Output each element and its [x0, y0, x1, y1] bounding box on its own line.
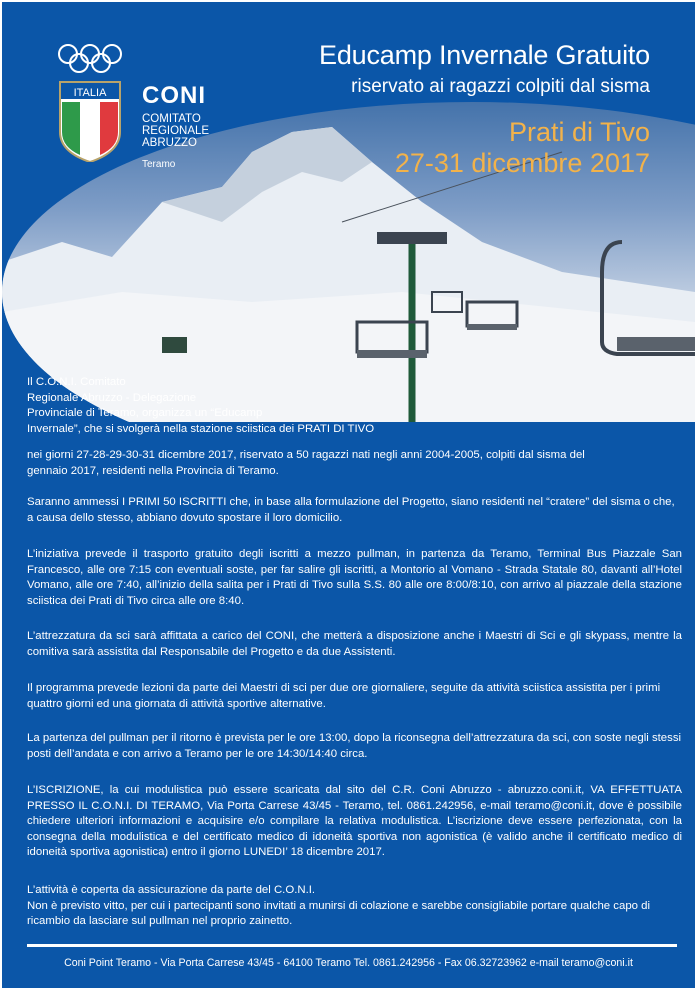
paragraph-transport: L’iniziativa prevede il trasporto gratuito degli iscritti a mezzo pullman, in partenza da Teramo, Terminal Bus Piazzale San Francesco, alle ore 7:15 con eventuali soste, per far salire gli iscritti, a Montorio al Vomano - Strada Statale 80, davanti all’Hotel Vomano, alle ore 7:40, all’inizio della salita per i Prati di Tivo sulla S.S. 80 alle ore 8:00/8:10, con arrivo al piazzale della stazione sciistica dei Prati di Tivo circa alle ore 8:40.: [27, 548, 682, 607]
paragraph-registration: L’ISCRIZIONE, la cui modulistica può essere scaricata dal sito del C.R. Coni Abruzzo - abruzzo.coni.it, VA EFFETTUATA PRESSO IL C.O.N.I. DI TERAMO, Via Porta Carrese 43/45 - Teramo, tel. 0861.242956, e-mail teramo@coni.it, dove è possibile chiedere ulteriori informazioni e acquisire e/o compilare la relativa modulistica. L’iscrizione deve essere perfezionata, con la consegna della modulistica e del certificato medico di idoneità sportiva non agonistica (è valido anche il certificato medico di idoneità sportiva agonistica) entro il giorno LUNEDI’ 18 dicembre 2017.: [27, 784, 682, 858]
coni-logo: [54, 42, 126, 162]
event-dates: 27-31 dicembre 2017: [394, 148, 650, 178]
paragraph-equipment: L’attrezzatura da sci sarà affittata a carico del CONI, che metterà a disposizione anche i Maestri di Sci e gli skypass, mentre la comitiva sarà assistita dal Responsabile del Progetto e da due Assistenti.: [27, 630, 682, 658]
coni-organization-block: [142, 82, 209, 170]
event-place: Prati di Tivo: [508, 117, 650, 147]
org-line: COMITATO: [142, 113, 201, 125]
paragraph-insurance: L’attività è coperta da assicurazione da parte del C.O.N.I. Non è previsto vitto, per cui i partecipanti sono invitati a munirsi di colazione e sarebbe consigliabile portare qualche capo di ricambio da lasciare sul pullman nel proprio zainetto.: [27, 884, 651, 927]
intro-paragraph: Il C.O.N.I. Comitato Regionale Abruzzo - Delegazione Provinciale di Teramo, organizza un “Educamp Invernale”, che si svolgerà nella stazione sciistica dei PRATI DI TIVO: [27, 376, 375, 435]
page-subtitle: riservato ai ragazzi colpiti dal sisma: [351, 76, 650, 97]
org-city: Teramo: [142, 159, 176, 170]
org-line: ABRUZZO: [142, 137, 197, 149]
italia-shield-icon: [60, 82, 120, 162]
flyer-page: [2, 2, 695, 988]
paragraph-program: Il programma prevede lezioni da parte dei Maestri di sci per due ore giornaliere, seguite da attività sciistica assistita per i primi quattro giorni ed una giornata di attività sportive alternative.: [27, 682, 661, 710]
paragraph-dates: nei giorni 27-28-29-30-31 dicembre 2017, riservato a 50 ragazzi nati negli anni 2004-2005, colpiti dal sisma del gennaio 2017, residenti nella Provincia di Teramo.: [27, 449, 585, 477]
footer-contact: Coni Point Teramo - Via Porta Carrese 43/45 - 64100 Teramo Tel. 0861.242956 - Fax 06.32723962 e-mail teramo@coni.it: [64, 957, 633, 969]
svg-text:ITALIA: ITALIA: [73, 87, 107, 99]
paragraph-admission: Saranno ammessi I PRIMI 50 ISCRITTI che, in base alla formulazione del Progetto, siano residenti nel “cratere” del sisma o che, a causa dello stesso, abbiano dovuto spostare il loro domicilio.: [27, 496, 675, 524]
paragraph-return: La partenza del pullman per il ritorno è prevista per le ore 13:00, dopo la riconsegna dell’attrezzatura da sci, con soste negli stessi posti dell’andata e con arrivo a Teramo per le ore 14:30/14:40 circa.: [27, 732, 682, 760]
org-name: CONI: [142, 82, 206, 109]
olympic-rings-icon: [59, 45, 121, 72]
footer-divider: [27, 944, 677, 947]
page-title: Educamp Invernale Gratuito: [319, 40, 650, 70]
org-line: REGIONALE: [142, 125, 210, 137]
